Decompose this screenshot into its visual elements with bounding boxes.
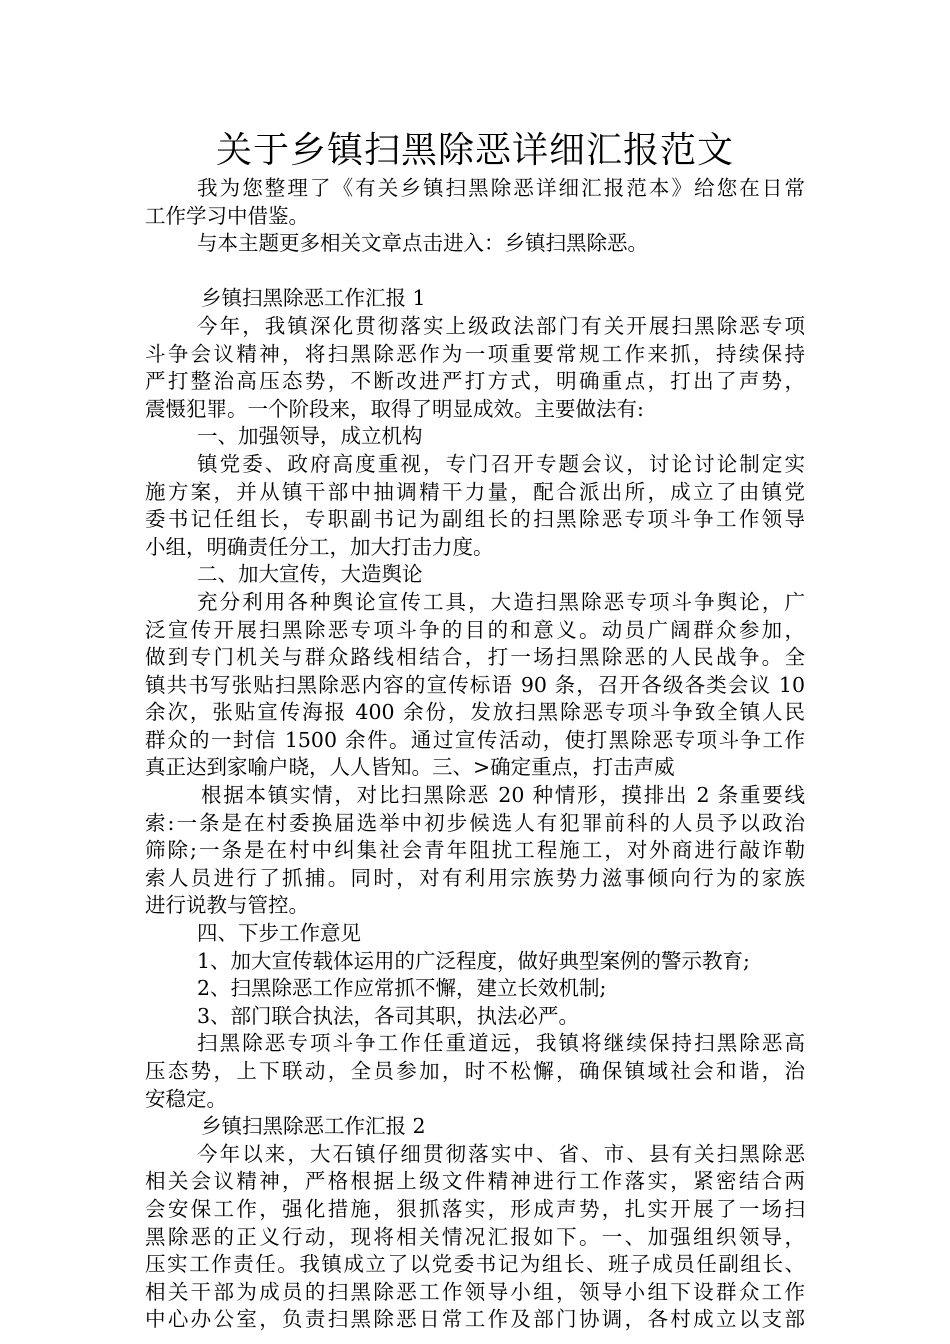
text-line: 压实工作责任。我镇成立了以党委书记为组长、班子成员任副组长、	[145, 1252, 805, 1277]
text-line: 进行说教与管控。	[145, 893, 309, 918]
text-line: 斗争会议精神，将扫黑除恶作为一项重要常规工作来抓，持续保持	[145, 341, 805, 366]
text-line: 2、扫黑除恶工作应常抓不懈，建立长效机制;	[197, 976, 607, 1001]
text-line: 严打整治高压态势，不断改进严打方式，明确重点，打出了声势，	[145, 369, 805, 394]
text-line: 震慑犯罪。一个阶段来，取得了明显成效。主要做法有:	[145, 396, 644, 421]
text-line: 筛除;一条是在村中纠集社会青年阻扰工程施工，对外商进行敲诈勒	[145, 838, 805, 863]
text-line: 四、下步工作意见	[197, 921, 361, 946]
text-line: 相关干部为成员的扫黑除恶工作领导小组，领导小组下设群众工作	[145, 1279, 805, 1304]
text-line: 做到专门机关与群众路线相结合，打一场扫黑除恶的人民战争。全	[145, 645, 805, 670]
text-line: 扫黑除恶专项斗争工作任重道远，我镇将继续保持扫黑除恶高	[197, 1031, 805, 1056]
text-line: 根据本镇实情，对比扫黑除恶 20 种情形，摸排出 2 条重要线	[201, 783, 805, 808]
text-line: 中心办公室，负责扫黑除恶日常工作及部门协调，各村成立以支部	[145, 1307, 805, 1332]
text-line: 充分利用各种舆论宣传工具，大造扫黑除恶专项斗争舆论，广	[197, 589, 805, 614]
text-line: 小组，明确责任分工，加大打击力度。	[145, 534, 494, 559]
text-line: 镇党委、政府高度重视，专门召开专题会议，讨论讨论制定实	[197, 451, 805, 476]
text-line: 工作学习中借鉴。	[145, 203, 309, 228]
document-body	[145, 175, 805, 1334]
text-line: 群众的一封信 1500 余件。通过宣传活动，使打黑除恶专项斗争工作	[145, 727, 805, 752]
text-line: 余次，张贴宣传海报 400 余份，发放扫黑除恶专项斗争致全镇人民	[145, 700, 805, 725]
text-line: 1、加大宣传载体运用的广泛程度，做好典型案例的警示教育;	[197, 948, 750, 973]
text-line: 黑除恶的正义行动，现将相关情况汇报如下。一、加强组织领导，	[145, 1224, 805, 1249]
text-line: 二、加大宣传，大造舆论	[197, 562, 423, 587]
text-line: 泛宣传开展扫黑除恶专项斗争的目的和意义。动员广阔群众参加，	[145, 617, 805, 642]
text-line: 乡镇扫黑除恶工作汇报 1	[201, 286, 426, 311]
text-line: 与本主题更多相关文章点击进入：乡镇扫黑除恶。	[197, 231, 648, 256]
document-title: 关于乡镇扫黑除恶详细汇报范文	[215, 130, 734, 171]
text-line: 压态势，上下联动，全员参加，时不松懈，确保镇域社会和谐，治	[145, 1059, 805, 1083]
text-line: 我为您整理了《有关乡镇扫黑除恶详细汇报范本》给您在日常	[197, 176, 805, 200]
text-line: 今年，我镇深化贯彻落实上级政法部门有关开展扫黑除恶专项	[197, 313, 805, 338]
text-line: 真正达到家喻户晓，人人皆知。三、>确定重点，打击声威	[145, 755, 675, 780]
blank-line	[145, 258, 805, 286]
text-line: 委书记任组长，专职副书记为副组长的扫黑除恶专项斗争工作领导	[145, 507, 805, 532]
text-line: 3、部门联合执法，各司其职，执法必严。	[197, 1003, 580, 1028]
text-line: 乡镇扫黑除恶工作汇报 2	[201, 1114, 426, 1139]
text-line: 施方案，并从镇干部中抽调精干力量，配合派出所，成立了由镇党	[145, 479, 805, 504]
text-line: 一、加强领导，成立机构	[197, 424, 423, 449]
text-line: 索人员进行了抓捕。同时，对有利用宗族势力滋事倾向行为的家族	[145, 865, 805, 890]
text-line: 相关会议精神，严格根据上级文件精神进行工作落实，紧密结合两	[145, 1169, 805, 1194]
text-line: 索:一条是在村委换届选举中初步候选人有犯罪前科的人员予以政治	[145, 810, 805, 835]
text-line: 镇共书写张贴扫黑除恶内容的宣传标语 90 条，召开各级各类会议 10	[145, 672, 805, 697]
text-line: 会安保工作，强化措施，狠抓落实，形成声势，扎实开展了一场扫	[145, 1196, 805, 1221]
text-line: 安稳定。	[145, 1086, 227, 1111]
text-line: 今年以来，大石镇仔细贯彻落实中、省、市、县有关扫黑除恶	[197, 1141, 805, 1166]
